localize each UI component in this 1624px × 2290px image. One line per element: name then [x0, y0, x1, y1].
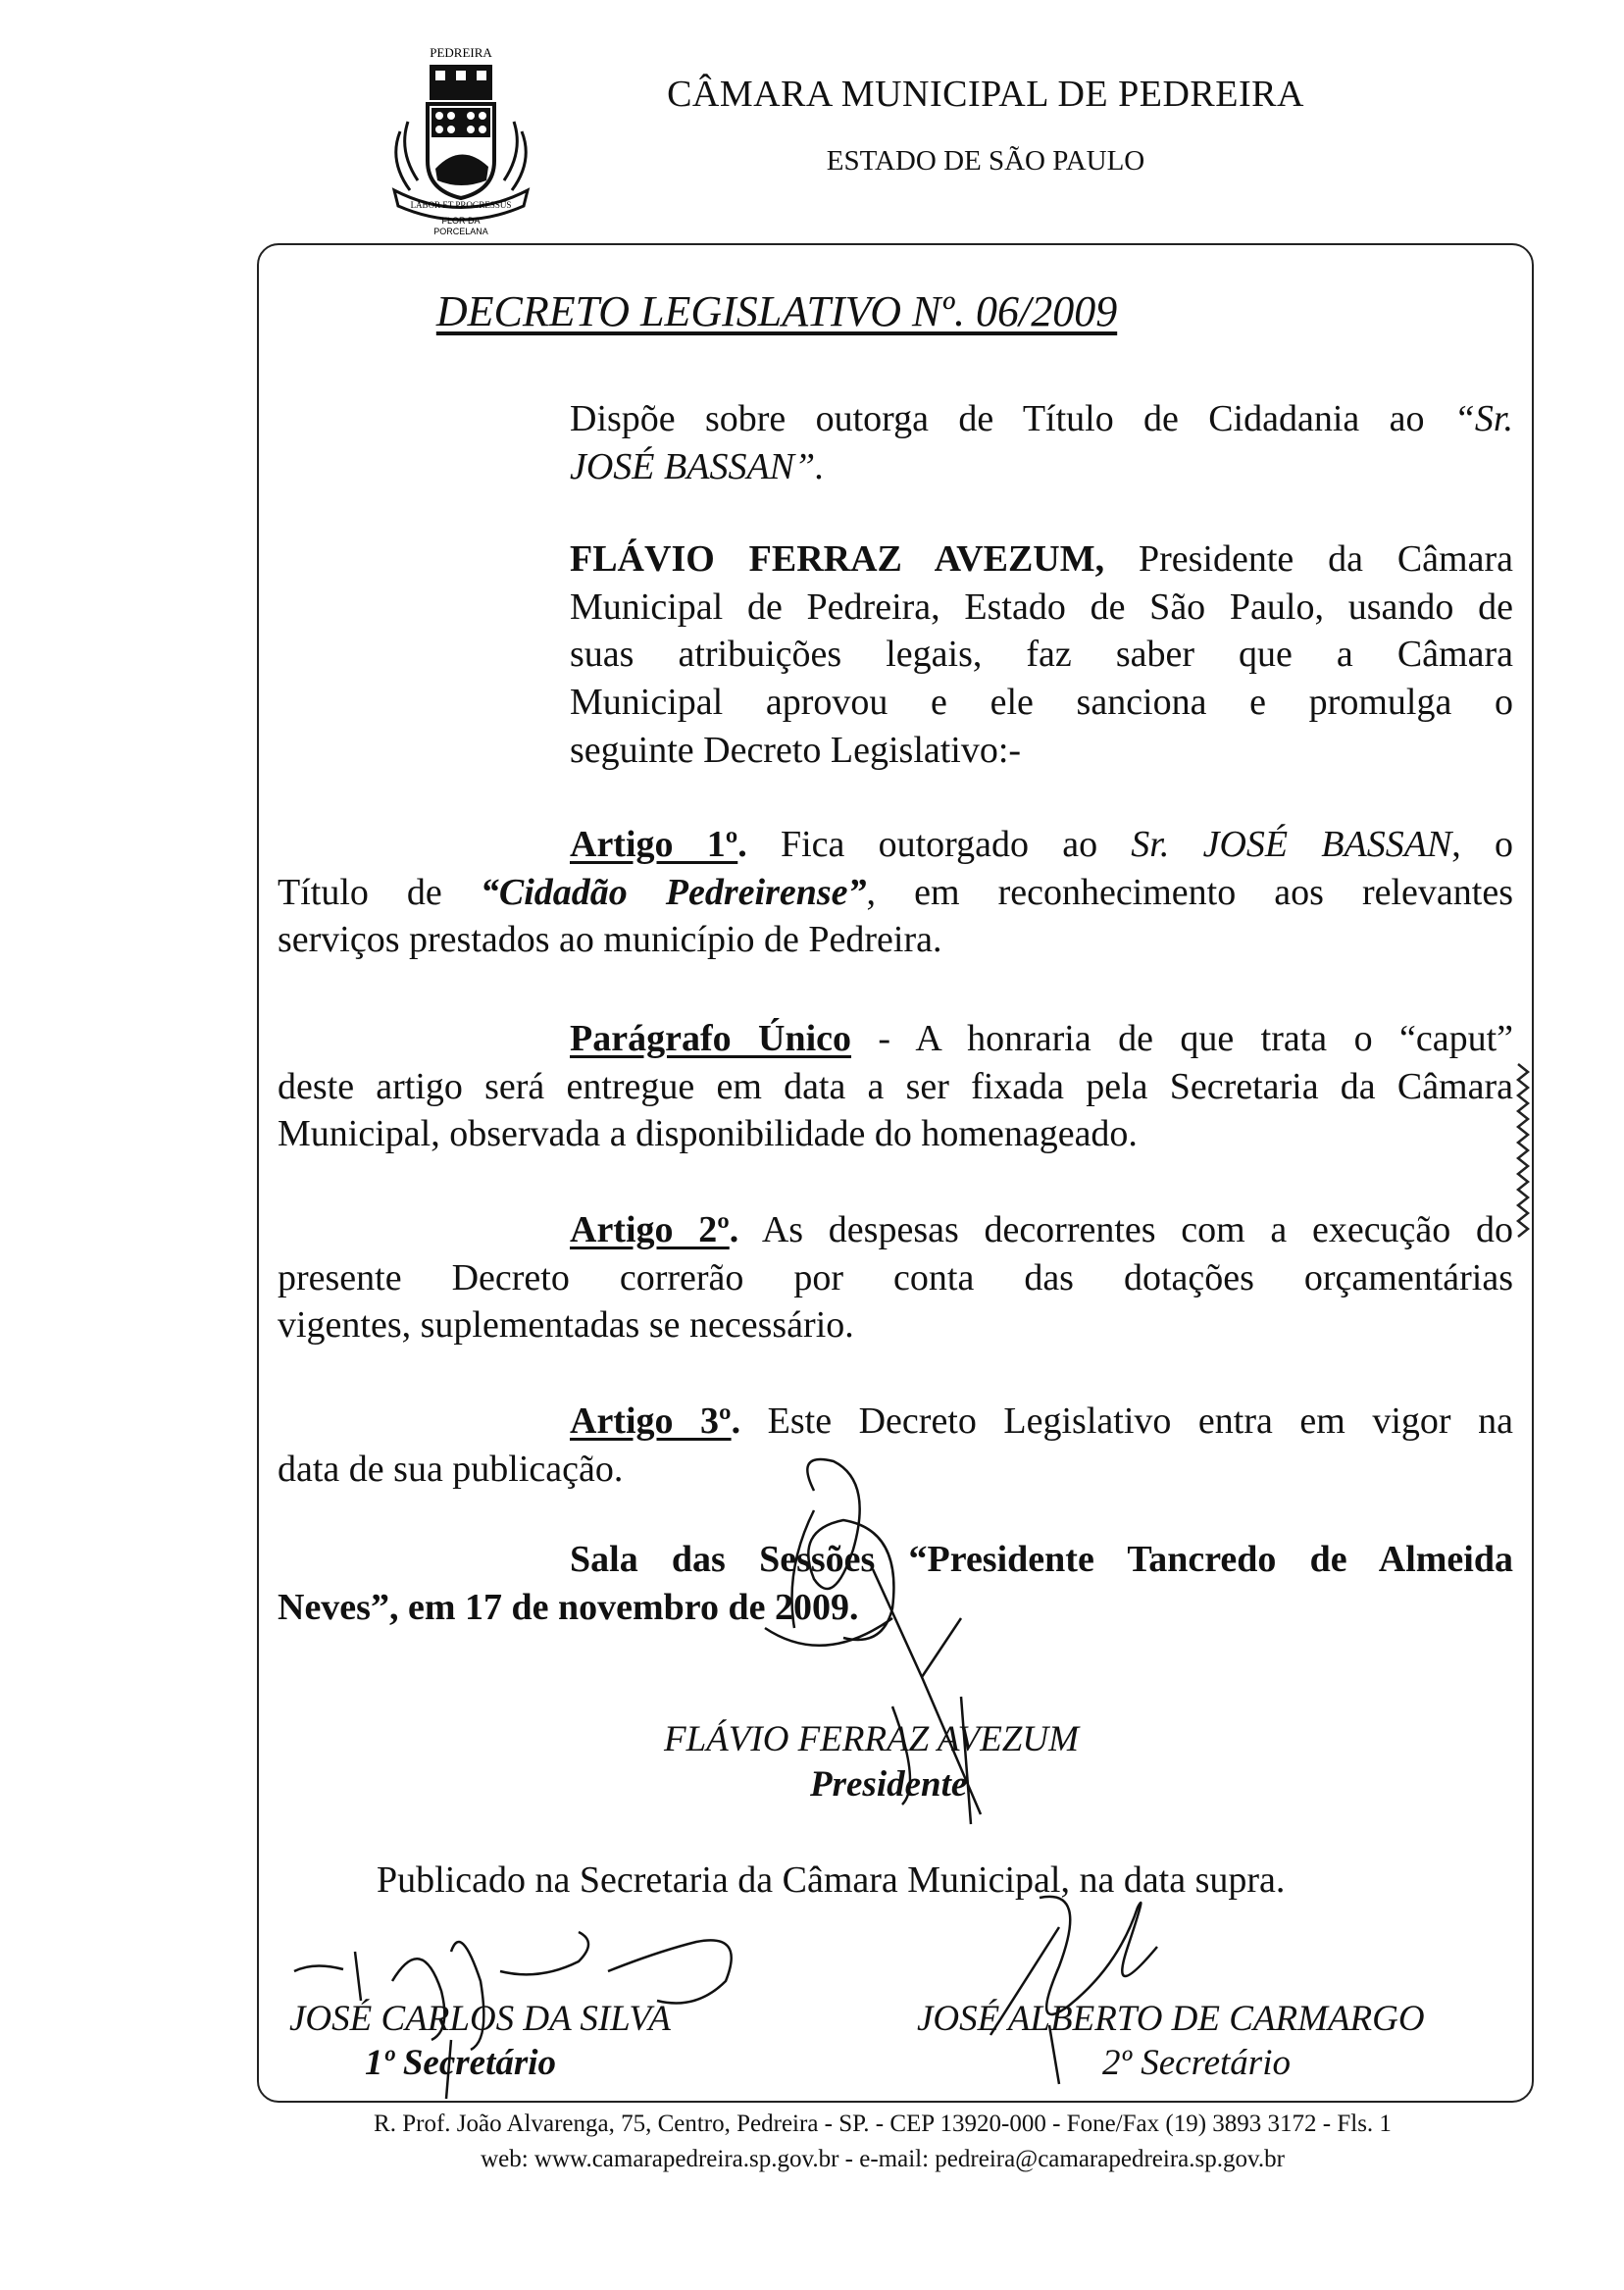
text-line — [278, 395, 1513, 443]
svg-text:FLOR DA: FLOR DA — [441, 216, 481, 226]
text-line — [278, 584, 1513, 632]
president-name: FLÁVIO FERRAZ AVEZUM — [664, 1719, 1079, 1759]
text-line — [278, 535, 1513, 584]
text-segment: - A honraria de que trata o “caput” — [851, 1018, 1513, 1059]
text-segment: deste artigo será entregue em data a ser fixada pela Secretaria da Câmara — [278, 1065, 1513, 1107]
institution-name: CÂMARA MUNICIPAL DE PEDREIRA — [667, 74, 1304, 115]
text-line — [278, 869, 1513, 917]
text-segment: JOSÉ BASSAN”. — [570, 445, 825, 487]
text-segment: Fica outorgado ao — [746, 824, 1132, 865]
text-line — [278, 679, 1513, 727]
text-line — [278, 1110, 1513, 1158]
first-secretary-name: JOSÉ CARLOS DA SILVA — [289, 1999, 671, 2039]
text-segment: serviços prestados ao município de Pedreira. — [278, 919, 942, 961]
text-segment: Municipal aprovou e ele sanciona e promulga o — [570, 682, 1513, 724]
paragraph-summary — [278, 395, 1513, 490]
text-segment: Parágrafo Único — [570, 1018, 852, 1059]
footer-web-email: web: www.camarapedreira.sp.gov.br - e-mail: pedreira@camarapedreira.sp.gov.br — [481, 2146, 1285, 2172]
decree-title: DECRETO LEGISLATIVO Nº. 06/2009 — [435, 287, 1118, 335]
text-segment: . — [731, 1400, 741, 1442]
text-segment: Artigo 2º — [570, 1209, 730, 1250]
first-secretary-role: 1º Secretário — [365, 2043, 557, 2083]
svg-text:PORCELANA: PORCELANA — [433, 227, 488, 236]
margin-rubric-mark — [1514, 1064, 1534, 1246]
paragraph-article-1 — [278, 821, 1513, 964]
text-line — [278, 1063, 1513, 1111]
text-segment: As despesas decorrentes com a execução do — [738, 1209, 1513, 1250]
text-segment: Título de — [278, 871, 481, 913]
text-segment: data de sua publicação. — [278, 1448, 624, 1490]
paragraph-preamble — [278, 535, 1513, 774]
paragraph-sole-paragraph — [278, 1015, 1513, 1158]
text-segment: , o — [1451, 824, 1514, 865]
footer-address: R. Prof. João Alvarenga, 75, Centro, Pedreira - SP. - CEP 13920-000 - Fone/Fax (19) 3893 3172 - Fls. 1 — [374, 2111, 1392, 2137]
text-line — [278, 1254, 1513, 1302]
text-segment: Municipal, observada a disponibilidade do homenageado. — [278, 1113, 1138, 1155]
text-segment: seguinte Decreto Legislativo:- — [570, 729, 1022, 771]
text-segment: Este Decreto Legislativo entra em vigor na — [740, 1400, 1513, 1442]
text-segment: Artigo 1º — [570, 824, 738, 865]
text-segment: Presidente da Câmara — [1104, 538, 1513, 580]
text-segment: , em reconhecimento aos relevantes — [866, 871, 1513, 913]
text-line — [278, 821, 1513, 869]
text-segment: Dispõe sobre outorga de Título de Cidadania ao — [570, 398, 1454, 439]
text-line — [278, 916, 1513, 964]
text-segment: Neves”, em 17 de novembro de 2009. — [278, 1586, 859, 1628]
president-role: Presidente — [810, 1764, 968, 1805]
text-line — [278, 1398, 1513, 1446]
text-segment: FLÁVIO FERRAZ AVEZUM, — [570, 538, 1105, 580]
text-segment: Artigo 3º — [570, 1400, 732, 1442]
text-segment: Sala das Sessões “Presidente Tancredo de Almeida — [570, 1539, 1513, 1580]
text-line — [278, 1206, 1513, 1254]
municipal-coat-of-arms — [381, 43, 541, 235]
text-segment: “Cidadão Pedreirense” — [480, 871, 867, 913]
text-segment: . — [737, 824, 747, 865]
svg-text:PEDREIRA: PEDREIRA — [430, 45, 492, 60]
text-segment: suas atribuições legais, faz saber que a Câmara — [570, 634, 1513, 676]
text-line — [278, 727, 1513, 775]
text-segment: presente Decreto correrão por conta das dotações orçamentárias — [278, 1256, 1513, 1298]
publication-note: Publicado na Secretaria da Câmara Municipal, na data supra. — [377, 1859, 1286, 1901]
paragraph-article-2 — [278, 1206, 1513, 1349]
text-line — [278, 1015, 1513, 1063]
text-segment: vigentes, suplementadas se necessário. — [278, 1304, 854, 1347]
text-line — [278, 631, 1513, 679]
second-secretary-role: 2º Secretário — [1102, 2043, 1291, 2083]
text-segment: . — [729, 1209, 739, 1250]
second-secretary-name: JOSÉ ALBERTO DE CARMARGO — [917, 1999, 1425, 2039]
text-line — [278, 443, 1513, 491]
text-segment: Sr. JOSÉ BASSAN — [1131, 824, 1452, 865]
svg-text:LABOR ET PROGRESSUS: LABOR ET PROGRESSUS — [410, 200, 512, 210]
text-line — [278, 1301, 1513, 1349]
text-segment: Municipal de Pedreira, Estado de São Paulo, usando de — [570, 585, 1513, 628]
institution-state: ESTADO DE SÃO PAULO — [826, 145, 1145, 177]
text-segment: “Sr. — [1453, 398, 1513, 439]
